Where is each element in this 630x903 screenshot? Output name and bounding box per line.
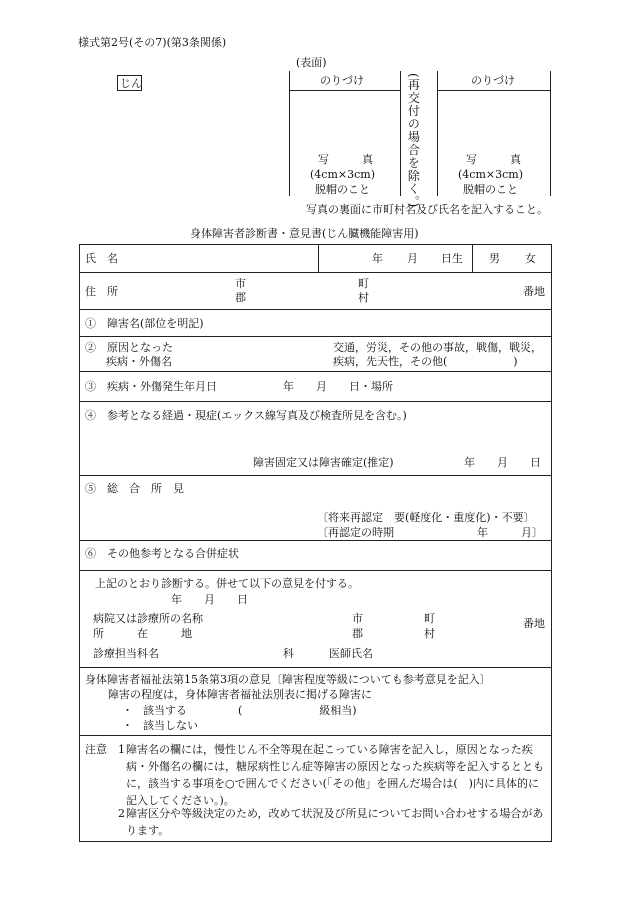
- hospital-county: 郡: [352, 627, 363, 640]
- note-1-text: 障害名の欄には，慢性じん不全等現在起こっている障害を記入し，原因となった疾病・外傷名の欄には，糖尿病性じん症等障害の原因となった疾病等を記入するとともに，該当する事項を○で囲んでください(「その他」を囲んだ場合は( )内に具体的に記入してください。)。: [126, 743, 544, 807]
- hospital-location-label: 所 在 地: [93, 627, 192, 640]
- reissue-note: (再交付の場合を除く。): [406, 73, 421, 209]
- fixed-date-fields: 年 月 日: [464, 456, 541, 469]
- opinion-applies: 該当する: [143, 704, 187, 717]
- hospital-town: 町: [424, 612, 435, 625]
- recert-period-label: 〔再認定の時期: [317, 526, 394, 539]
- opinion-grade: ( 級相当): [238, 704, 357, 717]
- disability-name-label: ① 障害名(部位を明記): [85, 317, 204, 330]
- hospital-lot: 番地: [523, 617, 545, 630]
- department-label: 診療担当科名: [93, 647, 159, 660]
- opinion-line2: 障害の程度は，身体障害者福祉法別表に掲げる障害に: [108, 688, 372, 701]
- photo-size-left: (4cm×3cm): [310, 168, 375, 181]
- address-county: 郡: [235, 291, 246, 304]
- recert-label: 〔将来再認定 要(軽度化・重度化)・不要〕: [317, 511, 535, 524]
- address-city: 市: [235, 277, 246, 290]
- address-village: 村: [358, 291, 369, 304]
- department-suffix: 科: [283, 647, 294, 660]
- history-label: ④ 参考となる経過・現症(エックス線写真及び検査所見を含む。): [85, 409, 407, 422]
- side-label: (表面): [296, 56, 327, 69]
- cause-options-1: 交通，労災，その他の事故，戦傷，戦災，: [333, 341, 542, 354]
- bullet-not-applies: ・: [122, 719, 133, 732]
- photo-glue-right: のりづけ: [471, 74, 515, 87]
- overall-findings-label: ⑤ 総 合 所 見: [85, 482, 184, 495]
- hospital-city: 市: [352, 612, 363, 625]
- photo-hat-left: 脱帽のこと: [315, 183, 370, 196]
- cause-label-1: ② 原因となった: [85, 341, 173, 354]
- recert-period-date: 年 月〕: [477, 526, 543, 539]
- photo-size-right: (4cm×3cm): [458, 168, 523, 181]
- birth-year: 年: [372, 252, 383, 265]
- bullet-applies: ・: [122, 704, 133, 717]
- cause-label-2: 疾病・外傷名: [106, 355, 172, 368]
- address-label: 住 所: [85, 285, 118, 298]
- sex-female: 女: [525, 252, 536, 265]
- birth-day: 日生: [441, 252, 463, 265]
- kidney-stamp-box: [117, 75, 142, 91]
- notes-label: 注意: [85, 743, 107, 756]
- hospital-name-label: 病院又は診療所の名称: [93, 612, 203, 625]
- photo-label-right: 写 真: [466, 153, 521, 166]
- note-1-number: 1: [118, 743, 125, 756]
- name-label: 氏 名: [85, 252, 118, 265]
- photo-glue-left: のりづけ: [320, 74, 364, 87]
- form-title: 身体障害者診断書・意見書(じん臓機能障害用): [190, 227, 419, 240]
- complications-label: ⑥ その他参考となる合併症状: [85, 547, 239, 560]
- onset-date-label: ③ 疾病・外傷発生年月日: [85, 380, 217, 393]
- sex-male: 男: [489, 252, 500, 265]
- photo-label-left: 写 真: [318, 153, 373, 166]
- kidney-stamp-text: じん: [120, 77, 142, 90]
- photo-back-note: 写真の裏面に市町村名及び氏名を記入すること。: [306, 203, 548, 216]
- doctor-name-label: 医師氏名: [329, 647, 373, 660]
- opinion-title: 身体障害者福祉法第15条第3項の意見〔障害程度等級についても参考意見を記入〕: [85, 673, 491, 686]
- note-2-text: 障害区分や等級決定のため，改めて状況及び所見についてお問い合わせする場合があります。: [126, 807, 544, 837]
- opinion-not-applies: 該当しない: [143, 719, 198, 732]
- address-town: 町: [358, 277, 369, 290]
- diagnosis-statement: 上記のとおり診断する。併せて以下の意見を付する。: [95, 577, 359, 590]
- onset-date-fields: 年 月 日・場所: [283, 380, 393, 393]
- cause-options-2: 疾病，先天性，その他( ): [333, 355, 518, 368]
- diagnosis-date: 年 月 日: [171, 593, 248, 606]
- fixed-date-label: 障害固定又は障害確定(推定): [253, 456, 394, 469]
- address-lot: 番地: [523, 285, 545, 298]
- photo-hat-right: 脱帽のこと: [463, 183, 518, 196]
- note-2-number: 2: [118, 807, 125, 820]
- form-number: 様式第2号(その7)(第3条関係): [78, 36, 227, 49]
- birth-month: 月: [407, 252, 418, 265]
- hospital-village: 村: [424, 627, 435, 640]
